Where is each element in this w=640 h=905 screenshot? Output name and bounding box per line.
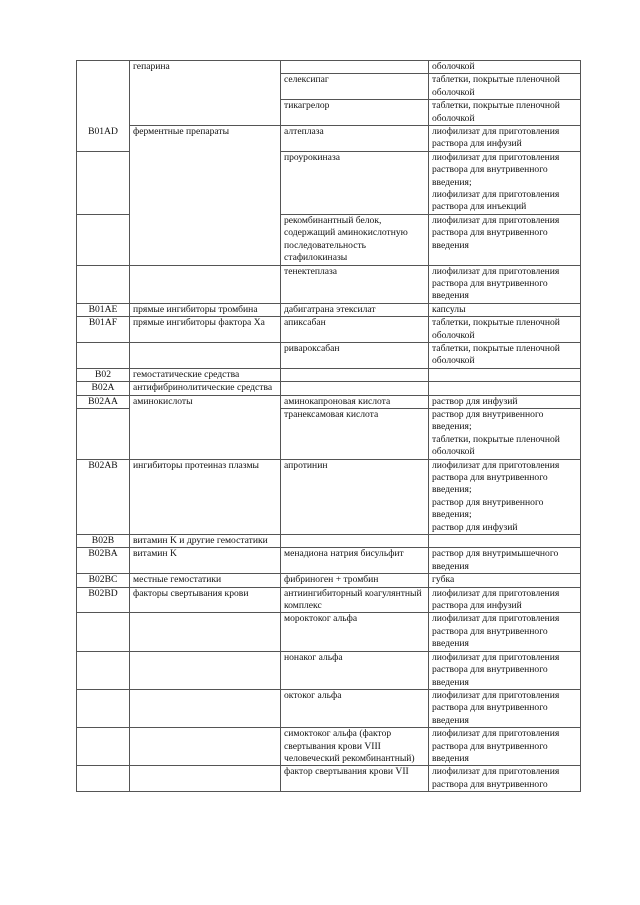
substance-name-cell: алтеплаза (281, 126, 429, 152)
substance-name-cell (281, 535, 429, 548)
atc-code-cell: B02BD (77, 587, 130, 613)
table-row (77, 74, 581, 100)
dosage-forms-cell (429, 535, 581, 548)
group-name-cell (130, 728, 281, 766)
group-name-cell: аминокислоты (130, 395, 281, 408)
table-row (77, 303, 581, 316)
dosage-forms-cell: лиофилизат для приготовления раствора для инфузий (429, 587, 581, 613)
dosage-forms-cell: лиофилизат для приготовления раствора для внутривенного введения (429, 214, 581, 265)
atc-code-cell (77, 728, 130, 766)
dosage-forms-cell: лиофилизат для приготовления раствора для внутривенного введения (429, 265, 581, 303)
atc-code-cell: B02B (77, 535, 130, 548)
substance-name-cell: тенектеплаза (281, 265, 429, 303)
table-row (77, 151, 581, 214)
group-name-cell (130, 214, 281, 265)
dosage-forms-cell: таблетки, покрытые пленочной оболочкой (429, 317, 581, 343)
group-name-cell (130, 766, 281, 792)
table-row (77, 126, 581, 152)
dosage-forms-cell: капсулы (429, 303, 581, 316)
dosage-forms-cell: лиофилизат для приготовления раствора для внутривенного введения (429, 651, 581, 689)
group-name-cell: гемостатические средства (130, 368, 281, 381)
table-row (77, 265, 581, 303)
table-row (77, 100, 581, 126)
dosage-forms-cell: лиофилизат для приготовления раствора для внутривенного введения (429, 728, 581, 766)
atc-code-cell (77, 265, 130, 303)
substance-name-cell: мороктоког альфа (281, 613, 429, 651)
substance-name-cell: проурокиназа (281, 151, 429, 214)
atc-code-cell: B02 (77, 368, 130, 381)
atc-code-cell (77, 74, 130, 100)
substance-name-cell: фактор свертывания крови VII (281, 766, 429, 792)
group-name-cell (130, 689, 281, 727)
dosage-forms-cell: раствор для инфузий (429, 395, 581, 408)
atc-code-cell (77, 408, 130, 459)
substance-name-cell: транексамовая кислота (281, 408, 429, 459)
dosage-forms-cell (429, 382, 581, 395)
atc-code-cell (77, 342, 130, 368)
dosage-forms-cell: таблетки, покрытые пленочной оболочкой (429, 74, 581, 100)
dosage-forms-cell: лиофилизат для приготовления раствора для внутривенного введения; лиофилизат для приготовления раствора для инъекций (429, 151, 581, 214)
table-body (77, 61, 581, 792)
dosage-forms-cell: раствор для внутримышечного введения (429, 548, 581, 574)
substance-name-cell (281, 368, 429, 381)
substance-name-cell: симоктоког альфа (фактор свертывания крови VIII человеческий рекомбинантный) (281, 728, 429, 766)
group-name-cell (130, 100, 281, 126)
substance-name-cell: селексипаг (281, 74, 429, 100)
table-row (77, 408, 581, 459)
table-row (77, 342, 581, 368)
substance-name-cell: апиксабан (281, 317, 429, 343)
dosage-forms-cell: лиофилизат для приготовления раствора для инфузий (429, 126, 581, 152)
table-row (77, 61, 581, 74)
table-row (77, 651, 581, 689)
group-name-cell (130, 74, 281, 100)
group-name-cell: ингибиторы протеиназ плазмы (130, 459, 281, 534)
dosage-forms-cell: губка (429, 574, 581, 587)
dosage-forms-cell: лиофилизат для приготовления раствора для внутривенного введения (429, 689, 581, 727)
group-name-cell: витамин K (130, 548, 281, 574)
table-row (77, 395, 581, 408)
group-name-cell: ферментные препараты (130, 126, 281, 152)
atc-code-cell (77, 151, 130, 214)
drug-classification-table (76, 60, 581, 792)
table-row (77, 613, 581, 651)
atc-code-cell (77, 651, 130, 689)
substance-name-cell: антиингибиторный коагулянтный комплекс (281, 587, 429, 613)
table-row (77, 587, 581, 613)
group-name-cell (130, 651, 281, 689)
atc-code-cell: B02AA (77, 395, 130, 408)
dosage-forms-cell: таблетки, покрытые пленочной оболочкой (429, 100, 581, 126)
substance-name-cell: менадиона натрия бисульфит (281, 548, 429, 574)
table-row (77, 574, 581, 587)
group-name-cell: местные гемостатики (130, 574, 281, 587)
group-name-cell: факторы свертывания крови (130, 587, 281, 613)
table-row (77, 689, 581, 727)
atc-code-cell (77, 766, 130, 792)
substance-name-cell: октоког альфа (281, 689, 429, 727)
dosage-forms-cell: раствор для внутривенного введения; таблетки, покрытые пленочной оболочкой (429, 408, 581, 459)
table-row (77, 548, 581, 574)
substance-name-cell: аминокапроновая кислота (281, 395, 429, 408)
atc-code-cell: B01AD (77, 126, 130, 152)
dosage-forms-cell: лиофилизат для приготовления раствора для внутривенного введения; раствор для внутривенного введения; раствор для инфузий (429, 459, 581, 534)
atc-code-cell (77, 214, 130, 265)
table-row (77, 728, 581, 766)
group-name-cell (130, 408, 281, 459)
substance-name-cell: ривароксабан (281, 342, 429, 368)
dosage-forms-cell (429, 368, 581, 381)
substance-name-cell: дабигатрана этексилат (281, 303, 429, 316)
group-name-cell: прямые ингибиторы тромбина (130, 303, 281, 316)
substance-name-cell: апротинин (281, 459, 429, 534)
substance-name-cell (281, 61, 429, 74)
atc-code-cell (77, 613, 130, 651)
group-name-cell: гепарина (130, 61, 281, 74)
dosage-forms-cell: лиофилизат для приготовления раствора для внутривенного введения (429, 613, 581, 651)
atc-code-cell (77, 689, 130, 727)
group-name-cell (130, 265, 281, 303)
table-row (77, 382, 581, 395)
table-row (77, 766, 581, 792)
group-name-cell: прямые ингибиторы фактора Xa (130, 317, 281, 343)
substance-name-cell (281, 382, 429, 395)
atc-code-cell: B01AF (77, 317, 130, 343)
group-name-cell (130, 342, 281, 368)
group-name-cell: антифибринолитические средства (130, 382, 281, 395)
table-row (77, 459, 581, 534)
substance-name-cell: нонаког альфа (281, 651, 429, 689)
atc-code-cell (77, 100, 130, 126)
table-row (77, 317, 581, 343)
group-name-cell (130, 613, 281, 651)
atc-code-cell: B02BC (77, 574, 130, 587)
dosage-forms-cell: оболочкой (429, 61, 581, 74)
group-name-cell (130, 151, 281, 214)
table-row (77, 214, 581, 265)
atc-code-cell: B02BA (77, 548, 130, 574)
atc-code-cell (77, 61, 130, 74)
dosage-forms-cell: таблетки, покрытые пленочной оболочкой (429, 342, 581, 368)
atc-code-cell: B01AE (77, 303, 130, 316)
table-row (77, 535, 581, 548)
group-name-cell: витамин K и другие гемостатики (130, 535, 281, 548)
atc-code-cell: B02AB (77, 459, 130, 534)
atc-code-cell: B02A (77, 382, 130, 395)
substance-name-cell: рекомбинантный белок, содержащий аминокислотную последовательность стафилокиназы (281, 214, 429, 265)
substance-name-cell: тикагрелор (281, 100, 429, 126)
substance-name-cell: фибриноген + тромбин (281, 574, 429, 587)
table-row (77, 368, 581, 381)
dosage-forms-cell: лиофилизат для приготовления раствора для внутривенного (429, 766, 581, 792)
